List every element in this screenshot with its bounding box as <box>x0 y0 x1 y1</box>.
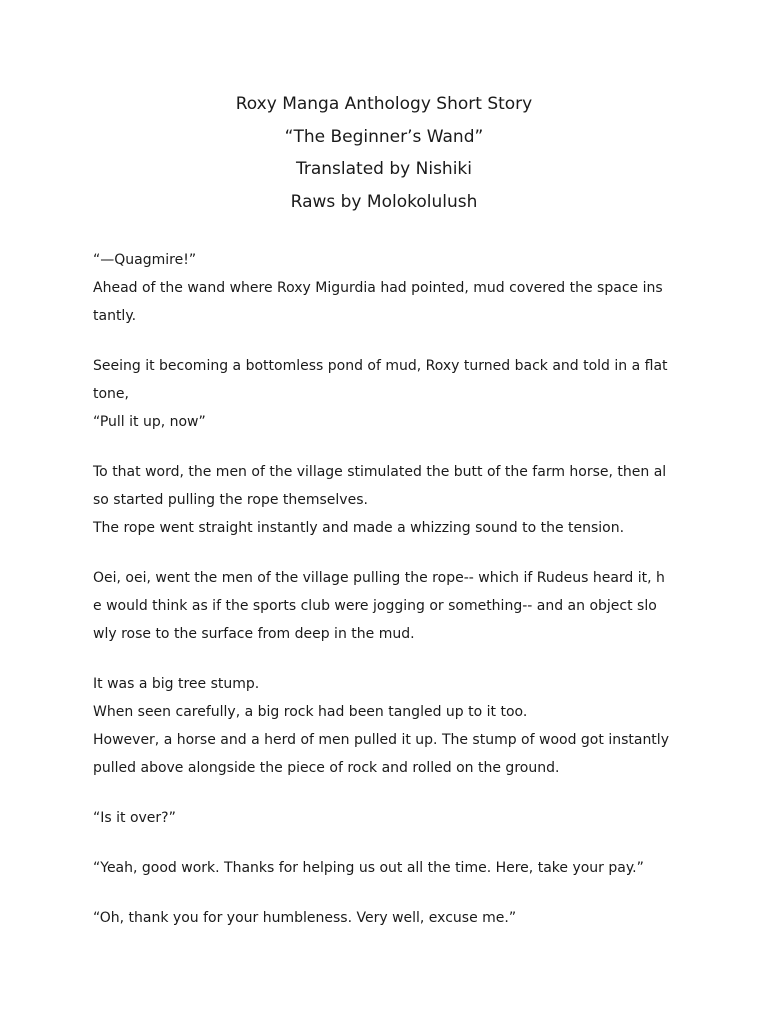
paragraph <box>93 804 683 832</box>
text-line: pulled above alongside the piece of rock and rolled on the ground. <box>93 760 560 776</box>
paragraph <box>93 854 683 882</box>
text-line: To that word, the men of the village stimulated the butt of the farm horse, then al <box>93 464 667 480</box>
text-line: wly rose to the surface from deep in the mud. <box>93 626 415 642</box>
paragraph <box>93 564 683 648</box>
title-block <box>0 88 768 218</box>
text-line: Seeing it becoming a bottomless pond of mud, Roxy turned back and told in a flat <box>93 358 668 374</box>
text-line: tantly. <box>93 308 137 324</box>
translator-credit: Translated by Nishiki <box>295 159 472 179</box>
text-line: It was a big tree stump. <box>93 676 260 692</box>
text-line: “Yeah, good work. Thanks for helping us out all the time. Here, take your pay.” <box>93 860 644 876</box>
paragraph <box>93 904 683 932</box>
text-line: “—Quagmire!” <box>93 252 197 268</box>
text-line: “Is it over?” <box>93 810 176 826</box>
story-subtitle: “The Beginner’s Wand” <box>284 126 484 147</box>
paragraph <box>93 246 683 330</box>
text-line: Ahead of the wand where Roxy Migurdia had pointed, mud covered the space ins <box>93 280 663 296</box>
text-line: However, a horse and a herd of men pulled it up. The stump of wood got instantly <box>93 732 669 748</box>
text-line: “Pull it up, now” <box>93 414 206 430</box>
text-line: Oei, oei, went the men of the village pulling the rope-- which if Rudeus heard it, h <box>93 570 665 586</box>
paragraph <box>93 352 683 436</box>
text-line: so started pulling the rope themselves. <box>93 492 368 508</box>
paragraph <box>93 670 683 782</box>
text-line: “Oh, thank you for your humbleness. Very well, excuse me.” <box>93 910 517 926</box>
story-title: Roxy Manga Anthology Short Story <box>235 94 533 114</box>
text-line: tone, <box>93 386 129 402</box>
text-line: When seen carefully, a big rock had been tangled up to it too. <box>93 704 528 720</box>
paragraph <box>93 458 683 542</box>
text-line: The rope went straight instantly and made a whizzing sound to the tension. <box>93 520 625 536</box>
raws-credit: Raws by Molokolulush <box>290 191 478 212</box>
story-body <box>93 246 683 954</box>
text-line: e would think as if the sports club were jogging or something-- and an object slo <box>93 598 657 614</box>
